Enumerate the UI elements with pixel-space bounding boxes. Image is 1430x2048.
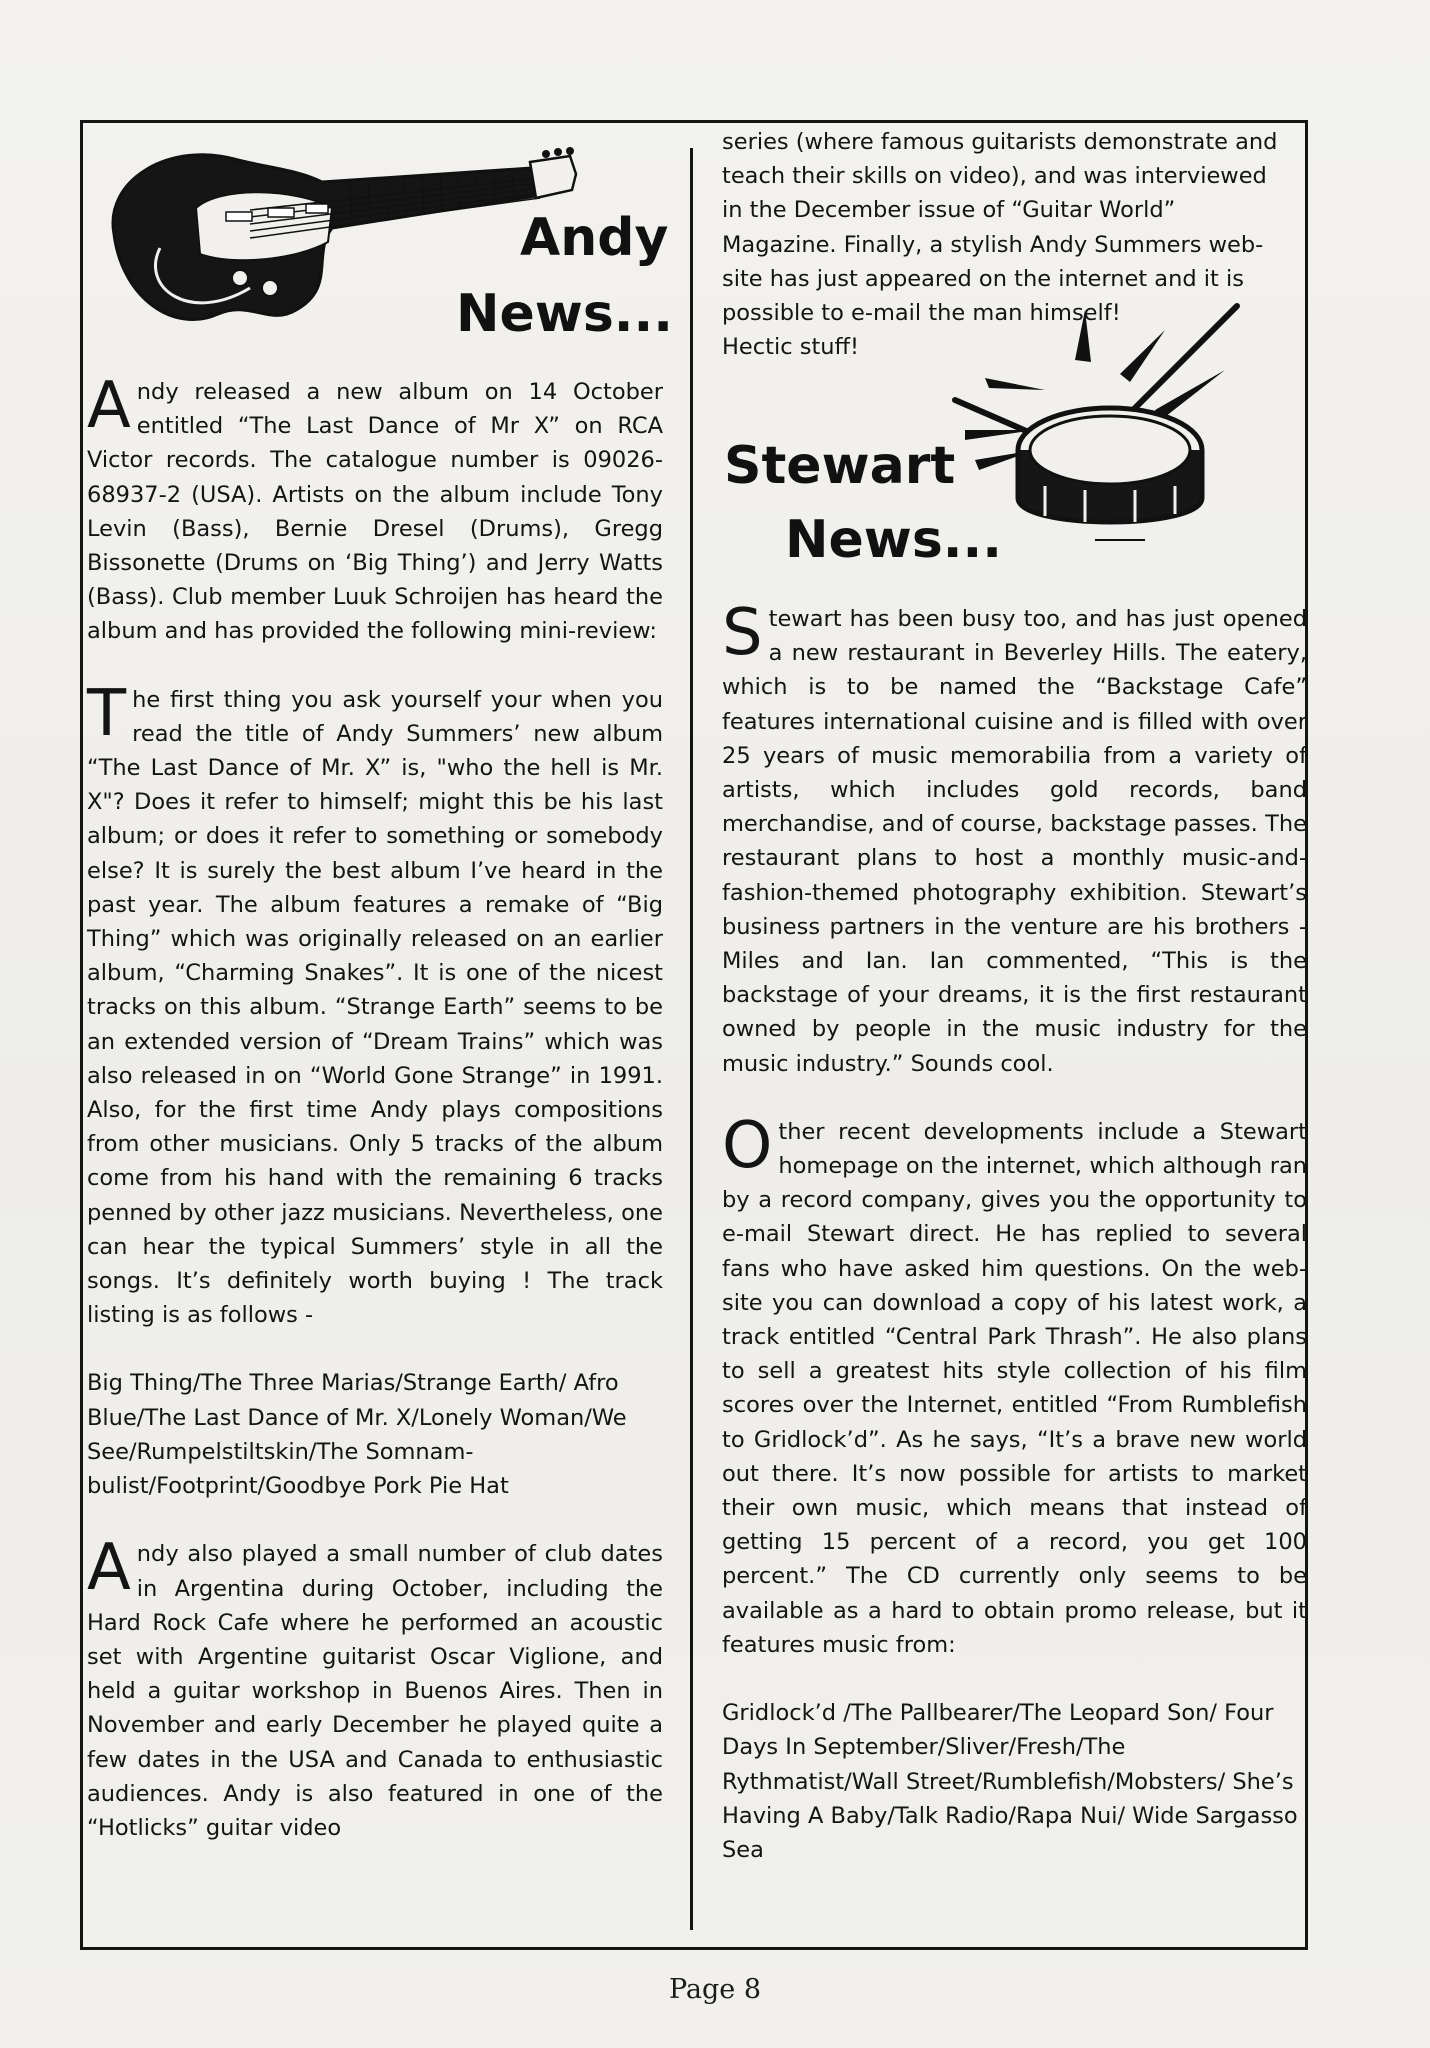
andy-news-heading-line2: News... (456, 284, 674, 344)
stewart-paragraph-1 (722, 596, 1307, 1081)
andy-review-paragraph (87, 676, 663, 1333)
drop-cap: T (87, 676, 127, 751)
andy-paragraph-3 (87, 1531, 663, 1845)
andy-news-column (87, 369, 663, 1845)
andy-paragraph-1-text: ndy released a new album on 14 October entitled “The Last Dance of Mr X” on RCA Victor records. The catalogue number is 09026-68937-2 (USA). Artists on the album include Tony Levin (Bass), Bernie Dresel (Drums), Gregg Bissonette (Drums on ‘Big Thing’) and Jerry Watts (Bass). Club member Luuk Schroijen has heard the album and has provided the following mini-review: (87, 379, 663, 645)
drop-cap: S (722, 596, 763, 670)
stewart-news-heading-line1: Stewart (724, 436, 956, 496)
column-divider (690, 148, 693, 1930)
drop-cap: O (722, 1108, 773, 1183)
andy-continued-span: series (where famous guitarists demonstrate and teach their skills on video), and was interviewed in the December issue of “Guitar World” Magazine. Finally, a stylish Andy Summers web-site has just appeared on the internet and it is possible to e-mail the man himself! (722, 129, 1278, 327)
andy-paragraph-3-text: ndy also played a small number of club dates in Argentina during October, including the Hard Rock Cafe where he performed an acoustic set with Argentine guitarist Oscar Viglione, and held a guitar workshop in Buenos Aires. Then in November and early December he played quite a few dates in the USA and Canada to enthusiastic audiences. Andy is also featured in one of the “Hotlicks” guitar video (87, 1541, 663, 1841)
drop-cap: A (87, 369, 131, 443)
stewart-paragraph-2-text: ther recent developments include a Stewart homepage on the internet, which although ran by a record company, gives you the opportunity to e-mail Stewart direct. He has replied to several fans who have asked him questions. On the web-site you can download a copy of his latest work, a track entitled “Central Park Thrash”. He also plans to sell a greatest hits style collection of his film scores over the Internet, entitled “From Rumblefish to Gridlock’d”. As he says, “It’s a brave new world out there. It’s now possible for artists to market their own music, which means that instead of getting 15 percent of a record, you get 100 percent.” The CD currently only seems to be available as a hard to obtain promo release, but it features music from: (722, 1118, 1307, 1658)
andy-news-heading-line1: Andy (520, 208, 669, 268)
drop-cap: A (87, 1531, 131, 1606)
stewart-track-listing: Gridlock’d /The Pallbearer/The Leopard Son/ Four Days In September/Sliver/Fresh/The Rythmatist/Wall Street/Rumblefish/Mobsters/ She’s Having A Baby/Talk Radio/Rapa Nui/ Wide Sargasso Sea (722, 1700, 1298, 1863)
andy-paragraph-1 (87, 369, 663, 649)
stewart-paragraph-2 (722, 1108, 1307, 1662)
stewart-news-column (722, 596, 1307, 1867)
andy-closing-line: Hectic stuff! (722, 334, 860, 361)
andy-track-listing: Big Thing/The Three Marias/Strange Earth/ Afro Blue/The Last Dance of Mr. X/Lonely Woman/We See/Rumpelstiltskin/The Somnam- bulist/Footprint/Goodbye Pork Pie Hat (87, 1370, 627, 1500)
stewart-news-heading-line2: News... (785, 510, 1003, 570)
stewart-paragraph-1-text: tewart has been busy too, and has just opened a new restaurant in Beverley Hills. The eatery, which is to be named the “Backstage Cafe” features international cuisine and is filled with over 25 years of music memorabilia from a variety of artists, which includes gold records, band merchandise, and of course, backstage passes. The restaurant plans to host a monthly music-and-fashion-themed photography exhibition. Stewart’s business partners in the venture are his brothers - Miles and Ian. Ian commented, “This is the backstage of your dreams, it is the first restaurant owned by people in the music industry for the music industry.” Sounds cool. (722, 606, 1307, 1077)
andy-review-text: he first thing you ask yourself your when you read the title of Andy Summers’ new album “The Last Dance of Mr. X” is, "who the hell is Mr. X"? Does it refer to himself; might this be his last album; or does it refer to something or somebody else? It is surely the best album I’ve heard in the past year. The album features a remake of “Big Thing” which was originally released on an earlier album, “Charming Snakes”. It is one of the nicest tracks on this album. “Strange Earth” seems to be an extended version of “Dream Trains” which was also released in on “World Gone Strange” in 1991. Also, for the first time Andy plays compositions from other musicians. Only 5 tracks of the album come from his hand with the remaining 6 tracks penned by other jazz musicians. Nevertheless, one can hear the typical Summers’ style in all the songs. It’s definitely worth buying ! The track listing is as follows - (87, 686, 663, 1329)
page-number: Page 8 (668, 1974, 762, 2005)
